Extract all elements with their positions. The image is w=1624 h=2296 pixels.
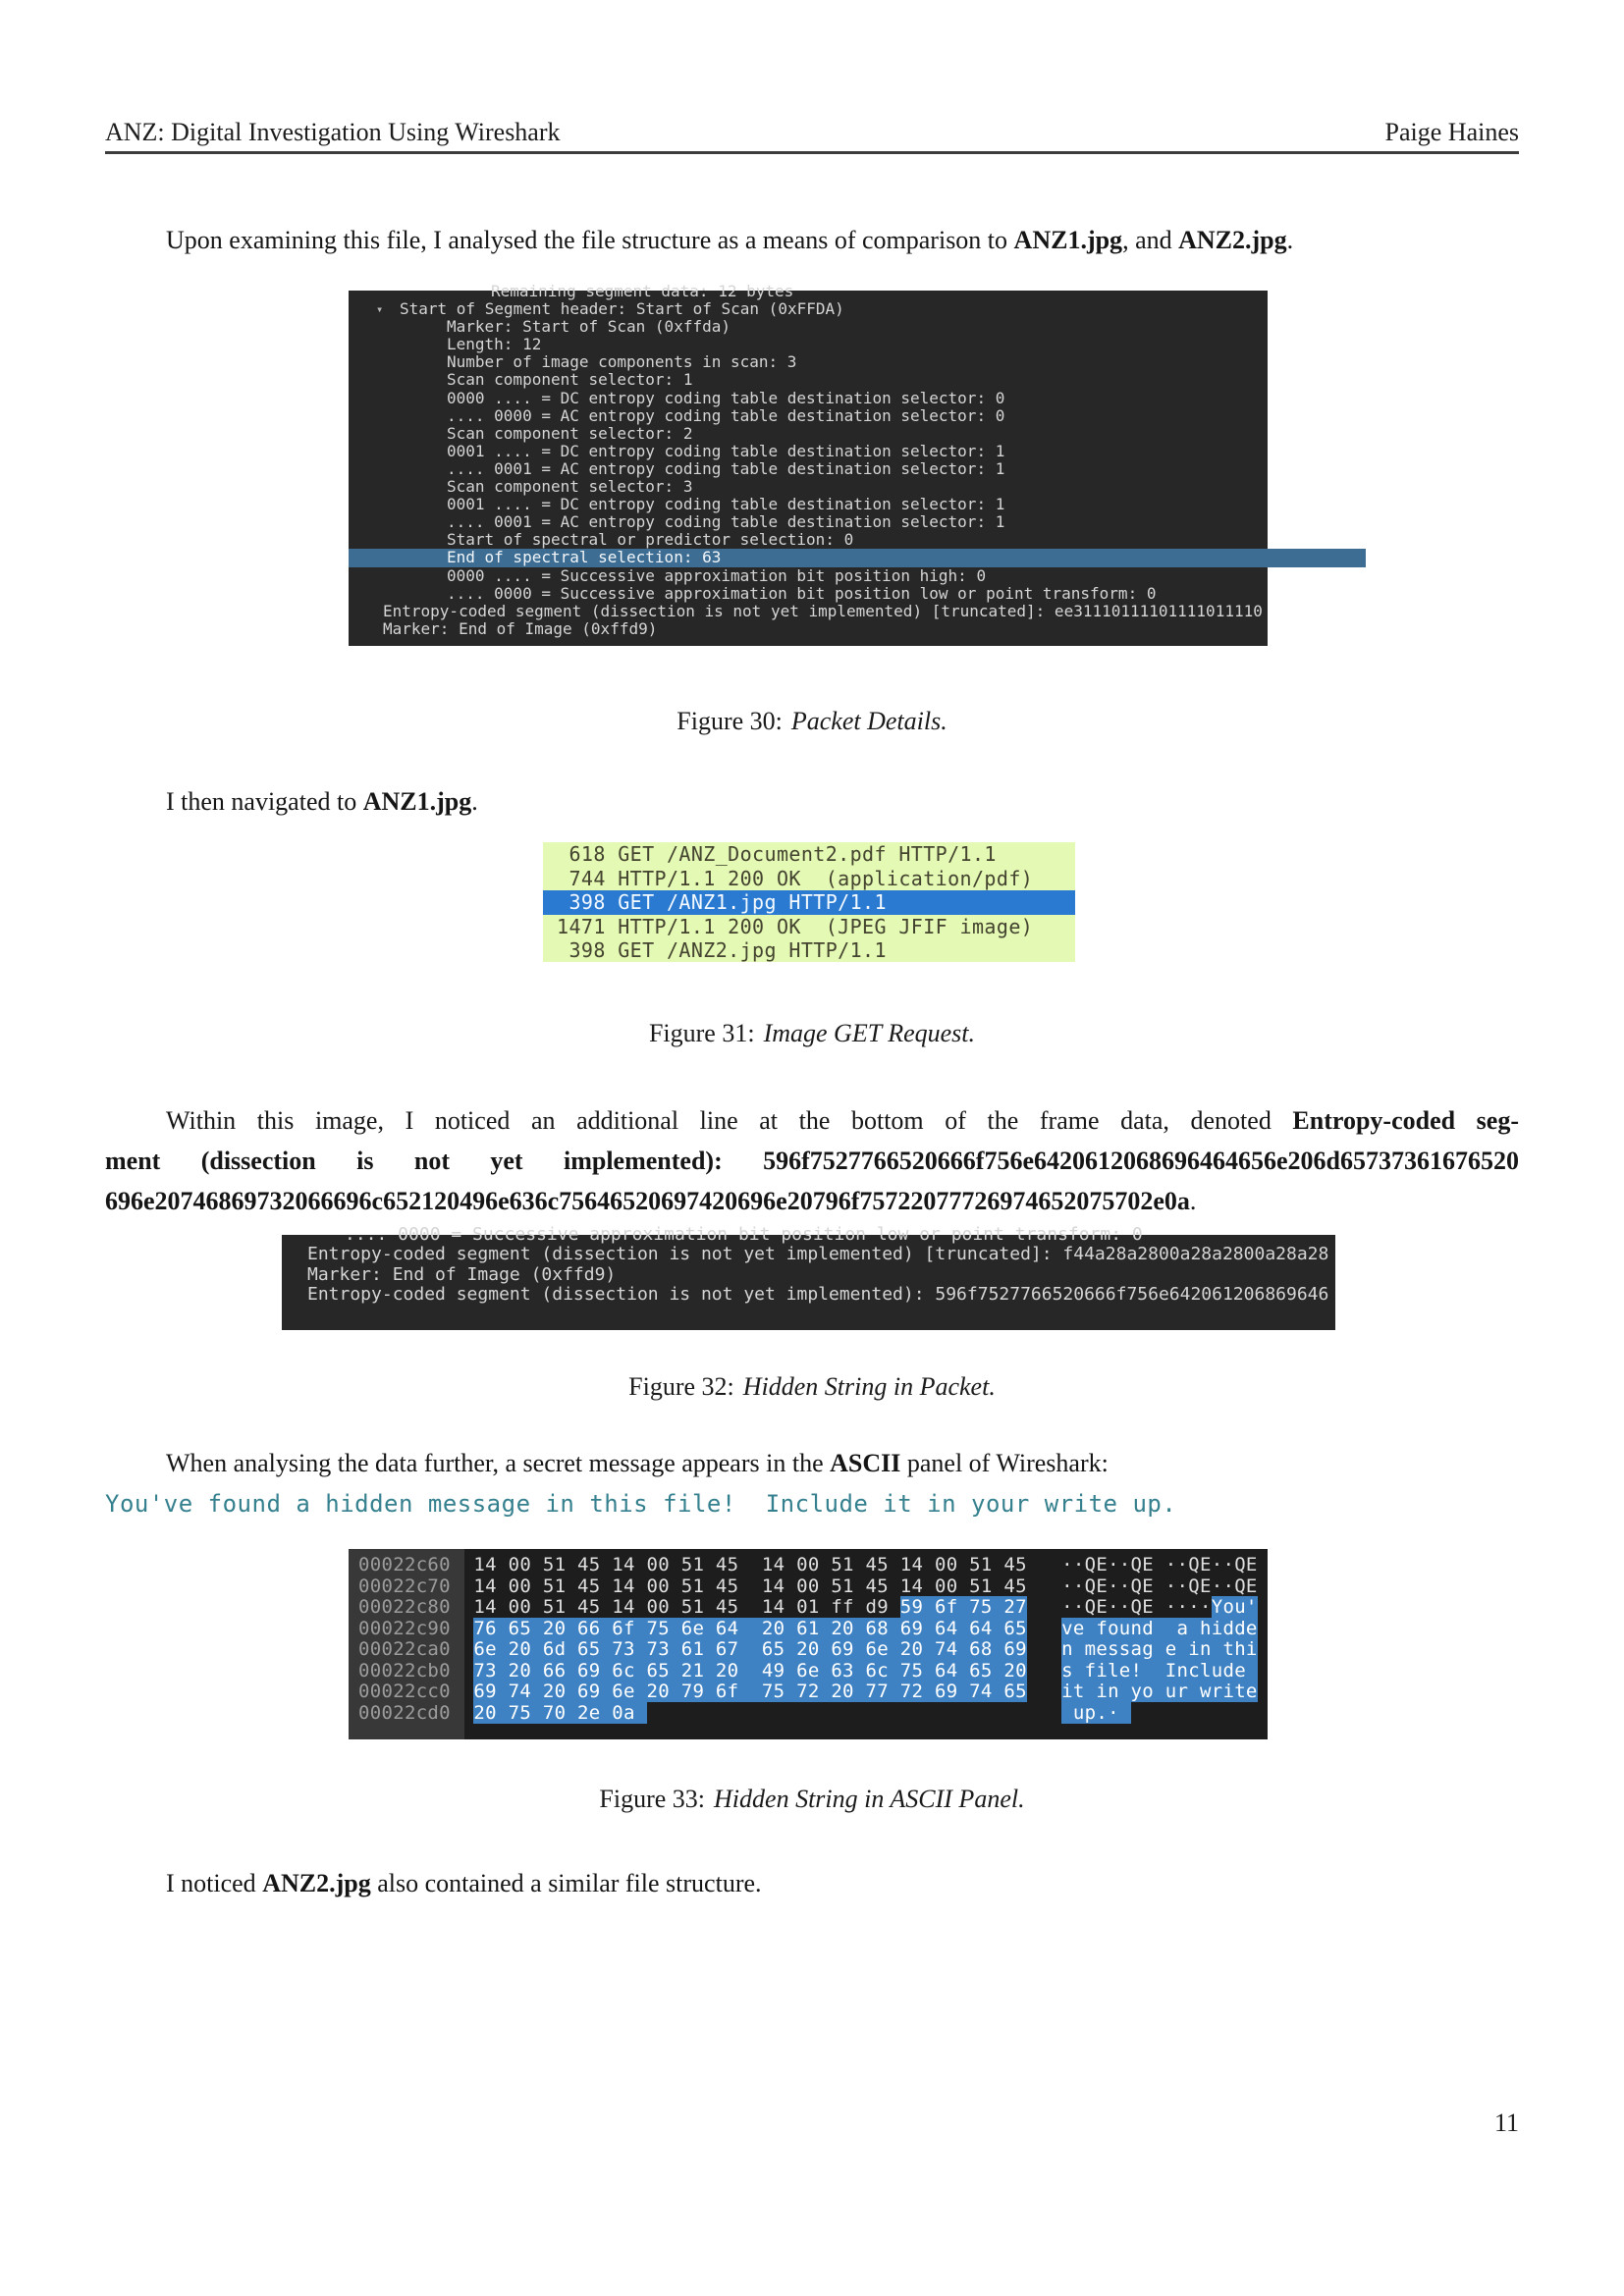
ascii-text: up.· <box>1061 1701 1131 1724</box>
filename-anz1: ANZ1.jpg <box>362 787 472 816</box>
entropy-label-bold: Entropy-coded seg- <box>1292 1106 1519 1135</box>
hex-bytes: 14 00 51 45 14 00 51 45 14 00 51 45 14 00 51 45 <box>473 1554 1027 1575</box>
caption-label: Figure 32: <box>628 1372 734 1401</box>
expand-arrow-icon: ▾ <box>376 302 384 317</box>
packet-list-row: 1471 HTTP/1.1 200 OK (JPEG JFIF image) <box>557 914 1034 938</box>
paragraph-entropy <box>105 1100 1519 1221</box>
secret-message-text: You've found a hidden message in this file! Include it in your write up. <box>105 1490 1177 1518</box>
hex-dump-row <box>349 1639 1268 1661</box>
detail-line: ▾ Start of Segment header: Start of Scan (0xFFDA) <box>376 299 844 319</box>
paragraph-navigate <box>105 785 1519 819</box>
hex-bytes <box>647 1702 1027 1724</box>
hex-dump-row <box>349 1576 1268 1598</box>
detail-line: Scan component selector: 1 <box>447 370 693 390</box>
caption-label: Figure 30: <box>677 707 783 735</box>
paragraph-text: When analysing the data further, a secret message appears in the <box>166 1449 831 1477</box>
detail-line: Start of spectral or predictor selection: 0 <box>447 530 854 550</box>
hex-bytes: 20 75 70 2e 0a <box>473 1701 647 1724</box>
packet-list-row: 744 HTTP/1.1 200 OK (application/pdf) <box>557 866 1034 890</box>
page-number: 11 <box>1493 2109 1519 2137</box>
packet-detail-lines <box>282 1225 1335 1306</box>
hex-dump-row <box>349 1619 1268 1640</box>
row-offset: 00022cb0 <box>358 1659 451 1682</box>
detail-line: Entropy-coded segment (dissection is not yet implemented) [truncated]: f44a28a2800a28a2800a28a28 <box>307 1244 1329 1265</box>
paragraph-text: I noticed <box>166 1869 263 1897</box>
paragraph-text: also contained a similar file structure. <box>370 1869 762 1897</box>
detail-line: 0001 .... = DC entropy coding table destination selector: 1 <box>447 441 1005 460</box>
fig31-screenshot <box>543 842 1075 962</box>
packet-list <box>543 842 1075 963</box>
paragraph-text: panel of Wireshark: <box>900 1449 1109 1477</box>
hex-dump <box>349 1549 1268 1724</box>
detail-line: Remaining segment data: 12 bytes <box>491 282 794 300</box>
paragraph-text: . <box>471 787 478 816</box>
ascii-text: n messag e in thi <box>1061 1638 1258 1660</box>
detail-line: 0001 .... = DC entropy coding table destination selector: 1 <box>447 495 1005 514</box>
detail-line: .... 0000 = AC entropy coding table destination selector: 0 <box>447 405 1005 425</box>
detail-line: Scan component selector: 3 <box>447 477 693 497</box>
fig33-caption <box>105 1785 1519 1814</box>
detail-line: .... 0001 = AC entropy coding table destination selector: 1 <box>447 458 1005 478</box>
hex-bytes: 14 00 51 45 14 00 51 45 14 00 51 45 14 00 51 45 <box>473 1575 1027 1597</box>
packet-list-row: 398 GET /ANZ1.jpg HTTP/1.1 <box>543 890 1075 915</box>
filename-anz1: ANZ1.jpg <box>1013 226 1123 254</box>
packet-list-row: 618 GET /ANZ_Document2.pdf HTTP/1.1 <box>557 842 997 866</box>
caption-title: Image GET Request. <box>763 1019 976 1047</box>
ascii-text: You' <box>1211 1596 1258 1618</box>
hex-bytes: 6e 20 6d 65 73 73 61 67 65 20 69 6e 20 74 68 69 <box>473 1638 1027 1660</box>
row-offset: 00022cc0 <box>358 1681 451 1702</box>
hex-string-bold: 696e20746869732066696c652120496e636c75646520697420696e20796f75722077726974652075702e0a <box>105 1187 1190 1215</box>
paragraph-text: Within this image, I noticed an additional line at the bottom of the frame data, denoted <box>166 1106 1293 1135</box>
fig31-caption <box>105 1019 1519 1048</box>
hex-dump-row <box>349 1597 1268 1619</box>
fig33-screenshot <box>349 1549 1268 1739</box>
paragraph-text: I then navigated to <box>166 787 363 816</box>
detail-line: Number of image components in scan: 3 <box>447 352 797 372</box>
row-offset: 00022ca0 <box>358 1638 451 1660</box>
paragraph-intro <box>105 224 1519 257</box>
caption-label: Figure 33: <box>599 1785 706 1813</box>
running-header-title: ANZ: Digital Investigation Using Wireshark <box>105 118 561 146</box>
paragraph-text: , and <box>1122 226 1179 254</box>
detail-line: Entropy-coded segment (dissection is not yet implemented): 596f7527766520666f756e642061206869646 <box>307 1284 1329 1306</box>
fig32-caption <box>105 1372 1519 1402</box>
hex-dump-row <box>349 1703 1268 1725</box>
detail-line: .... 0001 = AC entropy coding table destination selector: 1 <box>447 512 1005 532</box>
paragraph-text: . <box>1189 1187 1197 1215</box>
paragraph-line <box>105 1181 1519 1221</box>
detail-line: Marker: End of Image (0xffd9) <box>307 1263 617 1285</box>
hex-bytes: 76 65 20 66 6f 75 6e 64 20 61 20 68 69 64 64 65 <box>473 1617 1027 1639</box>
paragraph-text: . <box>1286 226 1294 254</box>
hex-dump-row <box>349 1555 1268 1576</box>
caption-title: Packet Details. <box>790 707 947 735</box>
paragraph-anz2 <box>105 1867 1519 1900</box>
row-offset: 00022c80 <box>358 1596 451 1618</box>
packet-detail-tree <box>349 283 1268 638</box>
caption-title: Hidden String in ASCII Panel. <box>714 1785 1025 1813</box>
row-offset: 00022c70 <box>358 1575 451 1597</box>
row-offset: 00022c60 <box>358 1554 451 1575</box>
running-header-author: Paige Haines <box>1384 118 1519 146</box>
detail-line: Length: 12 <box>447 335 542 354</box>
caption-title: Hidden String in Packet. <box>742 1372 996 1401</box>
fig32-screenshot <box>282 1224 1335 1330</box>
ascii-text: it in yo ur write <box>1061 1681 1258 1702</box>
filename-anz2: ANZ2.jpg <box>1178 226 1287 254</box>
fig30-screenshot <box>349 282 1268 646</box>
detail-line: Marker: Start of Scan (0xffda) <box>447 317 731 337</box>
paragraph-text: Upon examining this file, I analysed the file structure as a means of comparison to <box>166 226 1014 254</box>
detail-line: End of spectral selection: 63 <box>349 549 1366 566</box>
hex-dump-row <box>349 1682 1268 1703</box>
fig30-caption <box>105 707 1519 736</box>
detail-line: Entropy-coded segment (dissection is not yet implemented) [truncated]: ee31110111101111011110 <box>383 601 1263 620</box>
hex-bytes: 69 74 20 69 6e 20 79 6f 75 72 20 77 72 69 74 65 <box>473 1681 1027 1702</box>
ascii-text: ··QE··QE ··QE··QE <box>1061 1575 1258 1597</box>
row-offset: 00022cd0 <box>358 1701 451 1724</box>
row-offset: 00022c90 <box>358 1617 451 1639</box>
ascii-text: s file! Include <box>1061 1659 1258 1682</box>
detail-line: Scan component selector: 2 <box>447 423 693 443</box>
filename-anz2: ANZ2.jpg <box>262 1869 371 1897</box>
header-rule <box>105 151 1519 154</box>
ascii-text: ve found a hidde <box>1061 1617 1258 1639</box>
ascii-label-bold: ASCII <box>830 1449 901 1477</box>
detail-line: 0000 .... = Successive approximation bit position high: 0 <box>447 565 987 585</box>
detail-line: 0000 .... = DC entropy coding table destination selector: 0 <box>447 388 1005 407</box>
detail-line: Marker: End of Image (0xffd9) <box>383 618 658 638</box>
hex-bytes: 59 6f 75 27 <box>899 1596 1027 1618</box>
paragraph-secret <box>105 1447 1519 1480</box>
hex-dump-row <box>349 1661 1268 1682</box>
packet-list-row: 398 GET /ANZ2.jpg HTTP/1.1 <box>557 938 887 962</box>
ascii-text: ··QE··QE ···· <box>1061 1596 1212 1618</box>
hex-bytes: 73 20 66 69 6c 65 21 20 49 6e 63 6c 75 64 65 20 <box>473 1659 1027 1682</box>
paragraph-line <box>105 1141 1519 1181</box>
paragraph-line <box>105 1100 1519 1141</box>
hex-string-bold: ment (dissection is not yet implemented): 596f7527766520666f756e6420612068696464656e206d65737361676520 <box>105 1147 1519 1175</box>
ascii-text: ··QE··QE ··QE··QE <box>1061 1554 1258 1575</box>
hex-bytes: 14 00 51 45 14 00 51 45 14 01 ff d9 <box>473 1596 900 1618</box>
detail-line: .... 0000 = Successive approximation bit position low or point transform: 0 <box>447 583 1157 603</box>
detail-line: .... 0000 = Successive approximation bit position low or point transform: 0 <box>345 1224 1143 1245</box>
caption-label: Figure 31: <box>648 1019 755 1047</box>
